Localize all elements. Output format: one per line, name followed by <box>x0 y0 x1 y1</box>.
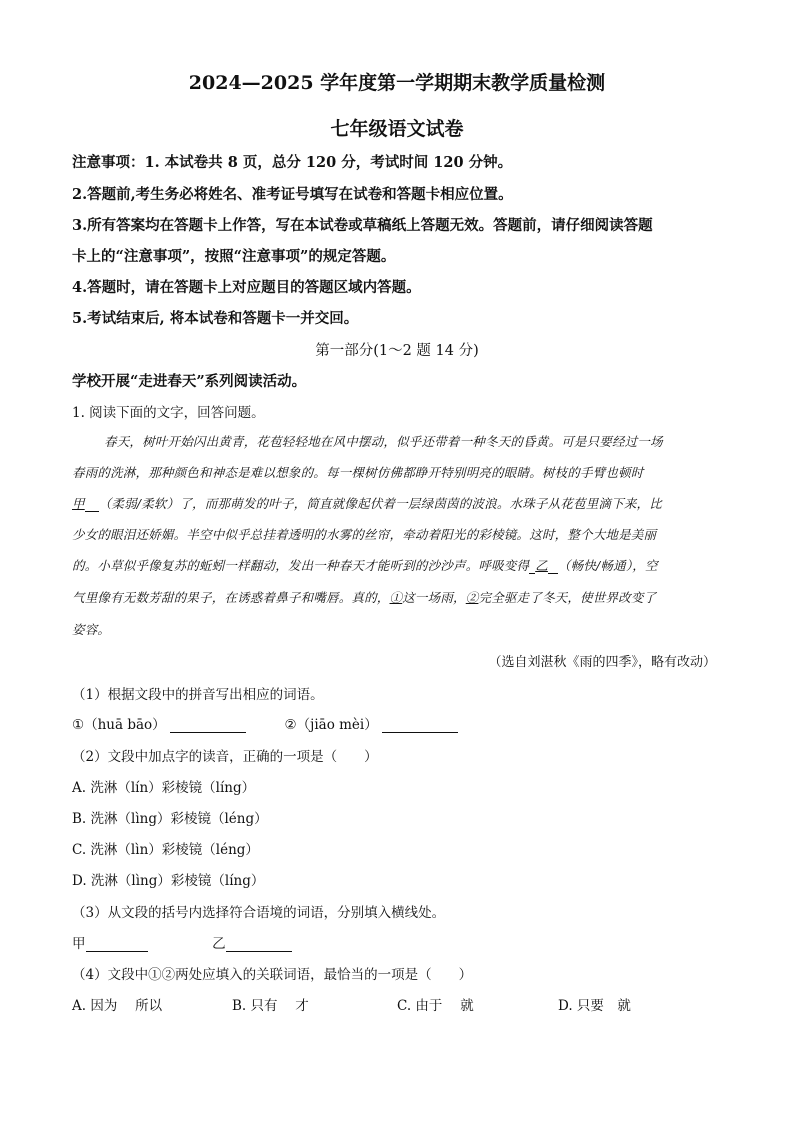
passage-line-3-text: （柔弱/柔软）了，而那萌发的叶子，简直就像起伏着一层绿茵茵的波浪。水珠子从花苞里滴下来，比 <box>98 496 662 511</box>
sub-question-1-blanks <box>72 713 458 733</box>
option-4a[interactable]: A. 因为 所以 <box>72 998 163 1014</box>
option-4d[interactable]: D. 只要 就 <box>558 998 631 1014</box>
label-jia: 甲 <box>72 936 86 952</box>
passage-line-6: 气里像有无数芳甜的果子，在诱惑着鼻子和嘴唇。真的，①这一场雨，②完全驱走了冬天，使世界改变了 <box>72 590 657 605</box>
sub-question-4: （4）文段中①②两处应填入的关联词语，最恰当的一项是（ ） <box>72 967 473 983</box>
answer-blank-yi[interactable] <box>226 951 292 952</box>
activity-intro: 学校开展“走进春天”系列阅读活动。 <box>72 373 307 390</box>
pinyin-huabao: ①（huā bāo） <box>72 717 166 733</box>
exam-subtitle: 七年级语文试卷 <box>330 118 464 140</box>
option-d[interactable]: D. 洗淋（lìng）彩棱镜（líng） <box>72 873 265 889</box>
sub-question-3: （3）从文段的括号内选择符合语境的词语，分别填入横线处。 <box>72 905 446 921</box>
passage-line-2: 春雨的洗淋，那种颜色和神态是难以想象的。每一棵树仿佛都睁开特别明亮的眼睛。树枝的手臂也顿时 <box>72 465 644 480</box>
option-b[interactable]: B. 洗淋（lìng）彩棱镜（léng） <box>72 811 268 827</box>
blank-jia: 甲 <box>72 496 85 511</box>
passage-line-4: 少女的眼泪还娇媚。半空中似乎总挂着透明的水雾的丝帘，牵动着阳光的彩棱镜。这时，整个大地是美丽 <box>72 527 657 542</box>
answer-blank-2[interactable] <box>382 732 458 733</box>
passage-line-7: 姿容。 <box>72 622 111 637</box>
question-1-stem: 1. 阅读下面的文字，回答问题。 <box>72 405 265 421</box>
passage-line-5 <box>72 556 658 574</box>
section-heading: 第一部分(1～2 题 14 分) <box>315 343 479 359</box>
passage-line-1: 春天，树叶开始闪出黄青，花苞轻轻地在风中摆动，似乎还带着一种冬天的昏黄。可是只要经过一场 <box>104 434 663 449</box>
sub-question-1: （1）根据文段中的拼音写出相应的词语。 <box>72 687 324 703</box>
option-c[interactable]: C. 洗淋（lìn）彩棱镜（léng） <box>72 842 259 858</box>
passage-line-5-tail: （畅快/畅通），空 <box>557 558 658 573</box>
pinyin-jiaomei: ②（jiāo mèi） <box>284 717 378 733</box>
answer-blank-1[interactable] <box>170 732 246 733</box>
sub-question-3-blanks <box>72 932 292 952</box>
note-2: 2.答题前,考生务必将姓名、准考证号填写在试卷和答题卡相应位置。 <box>72 186 513 203</box>
exam-title: 2024—2025 学年度第一学期期末教学质量检测 <box>188 72 606 94</box>
label-yi: 乙 <box>212 936 226 952</box>
option-4c[interactable]: C. 由于 就 <box>397 998 474 1014</box>
passage-line-3 <box>72 494 662 512</box>
note-5: 5.考试结束后, 将本试卷和答题卡一并交回。 <box>72 310 359 327</box>
note-4: 4.答题时，请在答题卡上对应题目的答题区域内答题。 <box>72 279 421 296</box>
marker-1: ① <box>389 590 403 605</box>
option-a[interactable]: A. 洗淋（lín）彩棱镜（líng） <box>72 780 256 796</box>
passage-source: （选自刘湛秋《雨的四季》，略有改动） <box>488 655 716 670</box>
option-4b[interactable]: B. 只有 才 <box>232 998 309 1014</box>
passage-line-5-text: 的。小草似乎像复苏的蚯蚓一样翻动，发出一种春天才能听到的沙沙声。呼吸变得 <box>72 558 530 573</box>
note-1: 注意事项：1. 本试卷共 8 页，总分 120 分，考试时间 120 分钟。 <box>72 154 513 171</box>
sub-question-2: （2）文段中加点字的读音，正确的一项是（ ） <box>72 749 378 765</box>
answer-blank-jia[interactable] <box>86 951 148 952</box>
marker-2: ② <box>465 590 479 605</box>
note-3: 3.所有答案均在答题卡上作答，写在本试卷或草稿纸上答题无效。答题前，请仔细阅读答题 <box>72 217 653 234</box>
note-3-cont: 卡上的“注意事项”，按照“注意事项”的规定答题。 <box>72 248 396 265</box>
blank-yi: 乙 <box>535 558 548 573</box>
